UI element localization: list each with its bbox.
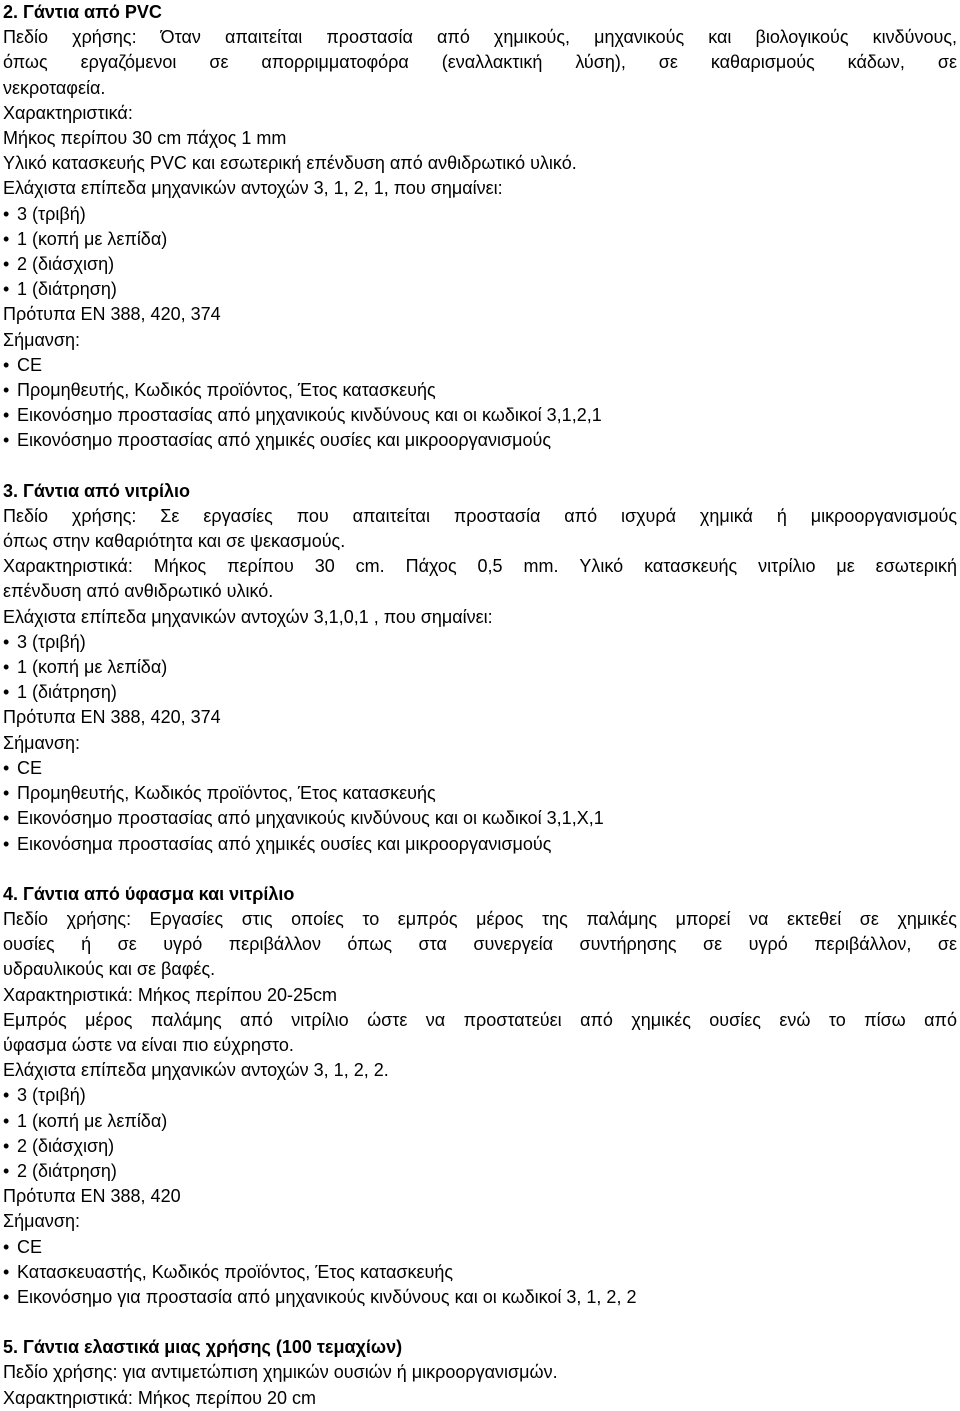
bullet-text: 3 (τριβή) xyxy=(17,631,86,652)
section-title: 4. Γάντια από ύφασμα και νιτρίλιο xyxy=(3,883,295,904)
bullet-text: 3 (τριβή) xyxy=(17,203,86,224)
bullet-icon: • xyxy=(3,1286,10,1307)
bullet-text: Εικονόσημο προστασίας από χημικές ουσίες και μικροοργανισμούς xyxy=(17,430,552,451)
paragraph-line: Ελάχιστα επίπεδα μηχανικών αντοχών 3, 1, 2, 1, που σημαίνει: xyxy=(3,178,503,199)
paragraph-line: Υλικό κατασκευής PVC και εσωτερική επένδυση από ανθιδρωτικό υλικό. xyxy=(3,153,577,174)
bullet-icon: • xyxy=(3,1236,10,1257)
bullet-item xyxy=(3,277,957,302)
bullet-icon: • xyxy=(3,682,10,703)
paragraph-line: ουσίες ή σε υγρό περιβάλλον όπως στα συνεργεία συντήρησης σε υγρό περιβάλλον, σε xyxy=(3,934,957,955)
paragraph-line: Πρότυπα EN 388, 420, 374 xyxy=(3,707,221,728)
bullet-icon: • xyxy=(3,279,10,300)
paragraph-line: Πεδίο χρήσης: Όταν απαιτείται προστασία από χημικούς, μηχανικούς και βιολογικούς κινδύνους, xyxy=(3,27,957,48)
paragraph-line: Πεδίο χρήσης: Εργασίες στις οποίες το εμπρός μέρος της παλάμης μπορεί να εκτεθεί σε χημικές xyxy=(3,908,957,929)
bullet-text: CE xyxy=(17,1236,43,1257)
bullet-icon: • xyxy=(3,354,10,375)
bullet-icon: • xyxy=(3,430,10,451)
bullet-icon: • xyxy=(3,833,10,854)
bullet-item xyxy=(3,756,957,781)
bullet-text: Προμηθευτής, Κωδικός προϊόντος, Έτος κατασκευής xyxy=(17,380,436,401)
section-2 xyxy=(3,0,957,454)
bullet-text: Εικονόσημο προστασίας από μηχανικούς κινδύνους και οι κωδικοί 3,1,2,1 xyxy=(17,405,602,426)
bullet-icon: • xyxy=(3,1085,10,1106)
bullet-text: Εικονόσημο προστασίας από μηχανικούς κινδύνους και οι κωδικοί 3,1,Χ,1 xyxy=(17,808,604,829)
paragraph-line: Εμπρός μέρος παλάμης από νιτρίλιο ώστε να προστατεύει από χημικές ουσίες ενώ το πίσω από xyxy=(3,1009,957,1030)
bullet-item xyxy=(3,252,957,277)
bullet-item xyxy=(3,1285,957,1310)
paragraph-line: νεκροταφεία. xyxy=(3,77,106,98)
paragraph-line: Ελάχιστα επίπεδα μηχανικών αντοχών 3, 1, 2, 2. xyxy=(3,1060,389,1081)
paragraph-line: Σήμανση: xyxy=(3,329,81,350)
bullet-text: 1 (διάτρηση) xyxy=(17,279,117,300)
bullet-icon: • xyxy=(3,1135,10,1156)
bullet-item xyxy=(3,781,957,806)
paragraph-line: Πρότυπα EN 388, 420 xyxy=(3,1186,181,1207)
bullet-item xyxy=(3,227,957,252)
bullet-item xyxy=(3,428,957,453)
paragraph-line: όπως στην καθαριότητα και σε ψεκασμούς. xyxy=(3,531,346,552)
bullet-icon: • xyxy=(3,657,10,678)
bullet-icon: • xyxy=(3,1261,10,1282)
bullet-text: 1 (κοπή με λεπίδα) xyxy=(17,1110,168,1131)
bullet-text: CE xyxy=(17,354,43,375)
bullet-icon: • xyxy=(3,203,10,224)
section-5 xyxy=(3,1335,957,1411)
paragraph-line: Χαρακτηριστικά: Μήκος περίπου 20-25cm xyxy=(3,984,338,1005)
bullet-item xyxy=(3,378,957,403)
section-4 xyxy=(3,882,957,1310)
bullet-text: Προμηθευτής, Κωδικός προϊόντος, Έτος κατασκευής xyxy=(17,783,436,804)
paragraph-line: Σήμανση: xyxy=(3,1211,81,1232)
paragraph-line: Πεδίο χρήσης: για αντιμετώπιση χημικών ουσιών ή μικροοργανισμών. xyxy=(3,1362,558,1383)
bullet-text: 1 (κοπή με λεπίδα) xyxy=(17,657,168,678)
paragraph-line: Πεδίο χρήσης: Σε εργασίες που απαιτείται προστασία από ισχυρά χημικά ή μικροοργανισμούς xyxy=(3,505,957,526)
bullet-text: CE xyxy=(17,757,43,778)
section-title: 2. Γάντια από PVC xyxy=(3,2,162,22)
bullet-icon: • xyxy=(3,631,10,652)
bullet-text: Εικονόσημο για προστασία από μηχανικούς κινδύνους και οι κωδικοί 3, 1, 2, 2 xyxy=(17,1286,637,1307)
bullet-item xyxy=(3,353,957,378)
paragraph-line: Πρότυπα EN 388, 420, 374 xyxy=(3,304,221,325)
bullet-text: 2 (διάτρηση) xyxy=(17,1160,117,1181)
section-title: 5. Γάντια ελαστικά μιας χρήσης (100 τεμαχίων) xyxy=(3,1337,403,1358)
bullet-icon: • xyxy=(3,228,10,249)
bullet-item xyxy=(3,832,957,857)
paragraph-line: όπως εργαζόμενοι σε απορριμματοφόρα (εναλλακτική λύση), σε καθαρισμούς κάδων, σε xyxy=(3,52,957,73)
paragraph-line: Χαρακτηριστικά: Μήκος περίπου 30 cm. Πάχος 0,5 mm. Υλικό κατασκευής νιτρίλιο με εσωτερική xyxy=(3,556,957,577)
bullet-icon: • xyxy=(3,1160,10,1181)
bullet-text: 2 (διάσχιση) xyxy=(17,1135,115,1156)
bullet-icon: • xyxy=(3,783,10,804)
bullet-text: Εικονόσημα προστασίας από χημικές ουσίες και μικροοργανισμούς xyxy=(17,833,552,854)
bullet-item xyxy=(3,630,957,655)
bullet-icon: • xyxy=(3,808,10,829)
bullet-text: 3 (τριβή) xyxy=(17,1085,86,1106)
bullet-text: 1 (διάτρηση) xyxy=(17,682,117,703)
section-spacer xyxy=(3,1310,957,1335)
paragraph-line: Χαρακτηριστικά: Μήκος περίπου 20 cm xyxy=(3,1387,317,1408)
bullet-item xyxy=(3,1159,957,1184)
section-spacer xyxy=(3,857,957,882)
bullet-item xyxy=(3,680,957,705)
paragraph-line: ύφασμα ώστε να είναι πιο εύχρηστο. xyxy=(3,1034,294,1055)
paragraph-line: επένδυση από ανθιδρωτικό υλικό. xyxy=(3,581,274,602)
section-3 xyxy=(3,479,957,857)
bullet-icon: • xyxy=(3,1110,10,1131)
bullet-item xyxy=(3,1134,957,1159)
paragraph-line: Μήκος περίπου 30 cm πάχος 1 mm xyxy=(3,128,287,149)
paragraph-line: Ελάχιστα επίπεδα μηχανικών αντοχών 3,1,0,1 , που σημαίνει: xyxy=(3,606,493,627)
bullet-item xyxy=(3,202,957,227)
bullet-item xyxy=(3,655,957,680)
bullet-icon: • xyxy=(3,380,10,401)
bullet-text: Κατασκευαστής, Κωδικός προϊόντος, Έτος κατασκευής xyxy=(17,1261,454,1282)
bullet-item xyxy=(3,1109,957,1134)
bullet-text: 2 (διάσχιση) xyxy=(17,254,115,275)
section-spacer xyxy=(3,454,957,479)
section-title: 3. Γάντια από νιτρίλιο xyxy=(3,480,191,501)
bullet-icon: • xyxy=(3,757,10,778)
bullet-icon: • xyxy=(3,254,10,275)
bullet-text: 1 (κοπή με λεπίδα) xyxy=(17,228,168,249)
bullet-item xyxy=(3,1260,957,1285)
bullet-item xyxy=(3,1235,957,1260)
paragraph-line: Σήμανση: xyxy=(3,732,81,753)
paragraph-line: υδραυλικούς και σε βαφές. xyxy=(3,959,216,980)
bullet-item xyxy=(3,806,957,831)
bullet-item xyxy=(3,1083,957,1108)
paragraph-line: Χαρακτηριστικά: xyxy=(3,102,133,123)
bullet-icon: • xyxy=(3,405,10,426)
bullet-item xyxy=(3,403,957,428)
